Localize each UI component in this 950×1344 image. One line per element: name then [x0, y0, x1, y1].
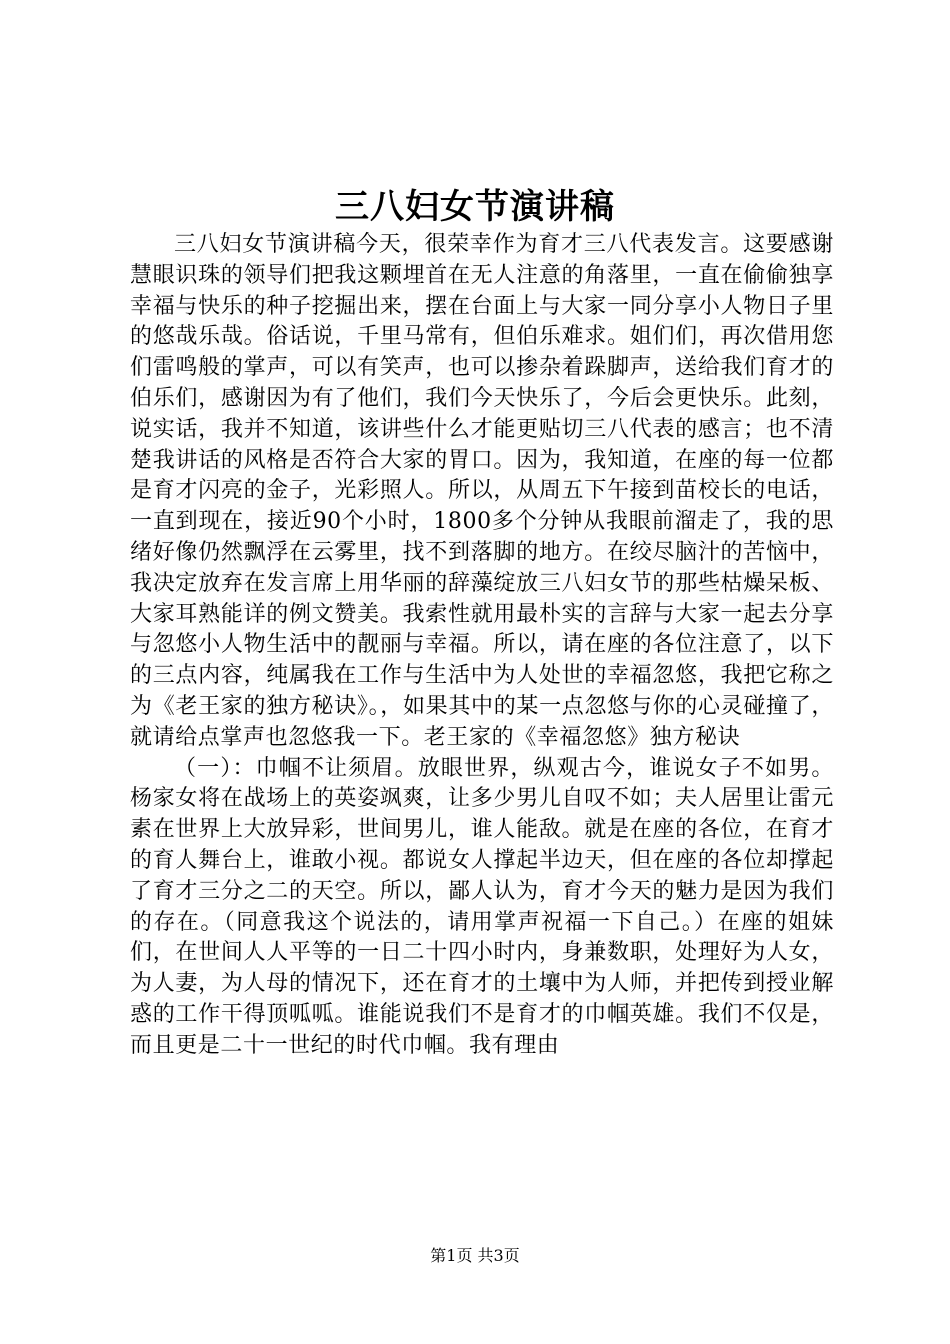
paragraph-2: （一）：巾帼不让须眉。放眼世界，纵观古今，谁说女子不如男。杨家女将在战场上的英姿飒爽，让多少男儿自叹不如；夫人居里让雷元素在世界上大放异彩，世间男儿，谁人能敌。就是在座的各位，在育才的育人舞台上，谁敢小视。都说女人撑起半边天，但在座的各位却撑起了育才三分之二的天空。所以，鄙人认为，育才今天的魅力是因为我们的存在。（同意我这个说法的，请用掌声祝福一下自己。）在座的姐妹们，在世间人人平等的一日二十四小时内，身兼数职，处理好为人女，为人妻，为人母的情况下，还在育才的土壤中为人师，并把传到授业解惑的工作干得顶呱呱。谁能说我们不是育才的巾帼英雄。我们不仅是，而且更是二十一世纪的时代巾帼。我有理由 [130, 755, 834, 1058]
document-body [130, 230, 834, 1062]
paragraph-1: 三八妇女节演讲稿今天，很荣幸作为育才三八代表发言。这要感谢慧眼识珠的领导们把我这颗埋首在无人注意的角落里，一直在偷偷独享幸福与快乐的种子挖掘出来，摆在台面上与大家一同分享小人物日子里的悠哉乐哉。俗话说，千里马常有，但伯乐难求。姐们们，再次借用您们雷鸣般的掌声，可以有笑声，也可以掺杂着跺脚声，送给我们育才的伯乐们，感谢因为有了他们，我们今天快乐了，今后会更快乐。此刻，说实话，我并不知道，该讲些什么才能更贴切三八代表的感言；也不清楚我讲话的风格是否符合大家的胃口。因为，我知道，在座的每一位都是育才闪亮的金子，光彩照人。所以，从周五下午接到苗校长的电话，一直到现在，接近90个小时，1800多个分钟从我眼前溜走了，我的思绪好像仍然飘浮在云雾里，找不到落脚的地方。在绞尽脑汁的苦恼中，我决定放弃在发言席上用华丽的辞藻绽放三八妇女节的那些枯燥呆板、大家耳熟能详的例文赞美。我索性就用最朴实的言辞与大家一起去分享与忽悠小人物生活中的靓丽与幸福。所以，请在座的各位注意了，以下的三点内容，纯属我在工作与生活中为人处世的幸福忽悠，我把它称之为《老王家的独方秘诀》。，如果其中的某一点忽悠与你的心灵碰撞了，就请给点掌声也忽悠我一下。老王家的《幸福忽悠》独方秘诀 [130, 232, 834, 750]
document-title: 三八妇女节演讲稿 [335, 187, 615, 227]
page-footer: 第1页 共3页 [430, 1246, 520, 1265]
